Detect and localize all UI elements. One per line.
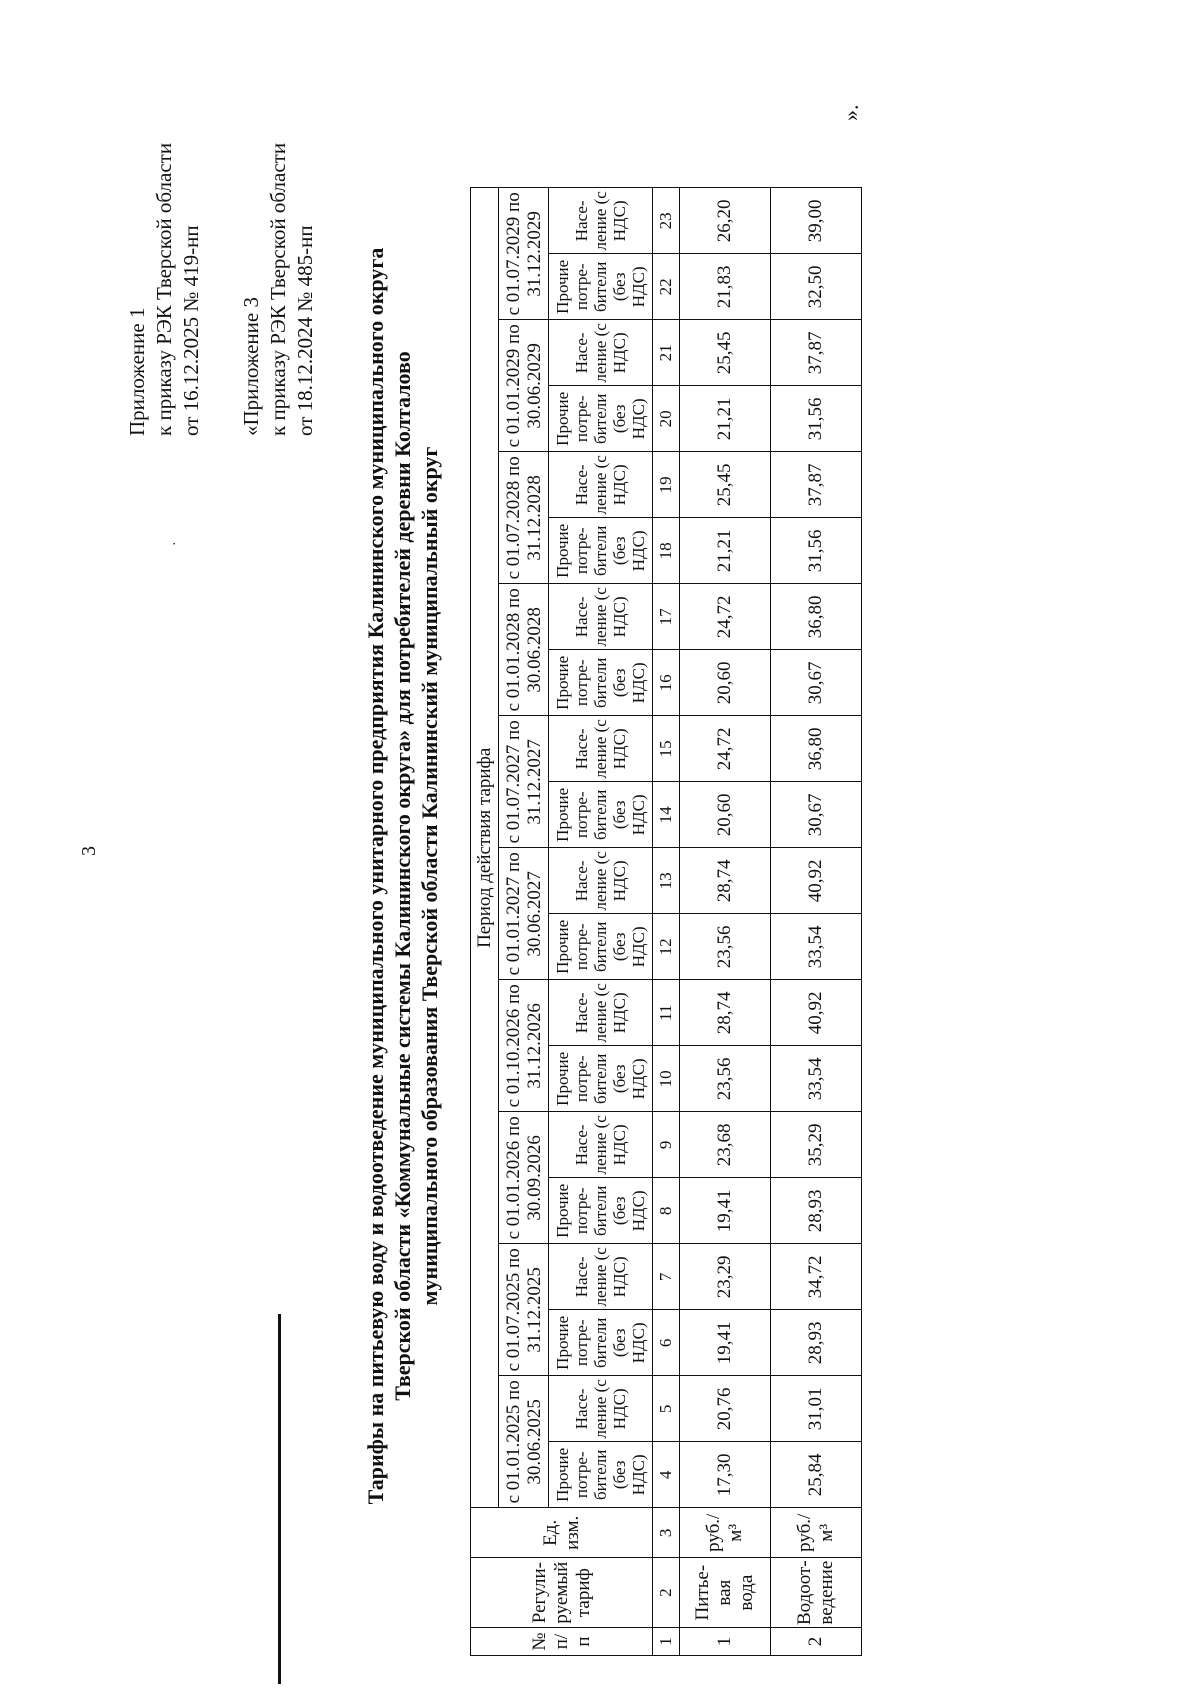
consumer-population-header: Насе-ление (с НДС) [549,1244,653,1310]
consumer-population-header: Насе-ление (с НДС) [549,188,653,254]
tariff-value-cell: 34,72 [771,1244,862,1310]
column-number-cell: 18 [653,518,680,584]
tariff-value-cell: 32,50 [771,254,862,320]
tariff-value-cell: 23,68 [680,1112,771,1178]
tariff-value-cell: 19,41 [680,1310,771,1376]
consumer-other-header: Прочие потре-бители (без НДС) [549,1046,653,1112]
stray-mark: · [168,541,183,546]
column-number-cell: 23 [653,188,680,254]
tariff-value-cell: 28,74 [680,848,771,914]
header-row-dates [499,188,549,1656]
column-number-cell: 15 [653,716,680,782]
period-header-cell: с 01.01.2026 по 30.09.2026 [499,1112,549,1244]
consumer-other-header: Прочие потре-бители (без НДС) [549,650,653,716]
tariff-value-cell: 33,54 [771,914,862,980]
column-number-cell: 4 [653,1442,680,1508]
appendix-3-line: к приказу РЭК Тверской области [266,142,290,436]
column-number-cell: 21 [653,320,680,386]
row-number-cell: 1 [680,1628,771,1656]
tariff-value-cell: 25,45 [680,320,771,386]
column-number-cell: 8 [653,1178,680,1244]
tariff-table [470,187,862,1656]
consumer-other-header: Прочие потре-бители (без НДС) [549,782,653,848]
title-line: Тарифы на питьевую воду и водоотведение муниципального унитарного предприятия Калининского муниципального округа [363,247,388,1505]
tariff-value-cell: 23,56 [680,1046,771,1112]
tariff-value-cell: 26,20 [680,188,771,254]
title-line: муниципального образования Тверской области Калининский муниципальный округ [417,446,442,1306]
tariff-value-cell: 36,80 [771,716,862,782]
column-number-cell: 7 [653,1244,680,1310]
tariff-value-cell: 23,29 [680,1244,771,1310]
consumer-population-header: Насе-ление (с НДС) [549,320,653,386]
column-number-cell: 22 [653,254,680,320]
consumer-other-header: Прочие потре-бители (без НДС) [549,1310,653,1376]
tariff-value-cell: 19,41 [680,1178,771,1244]
column-number-cell: 19 [653,452,680,518]
tariff-value-cell: 31,01 [771,1376,862,1442]
column-number-row [653,188,680,1656]
tariff-value-cell: 31,56 [771,518,862,584]
consumer-population-header: Насе-ление (с НДС) [549,1376,653,1442]
tariff-value-cell: 37,87 [771,320,862,386]
row-tariff-name-cell: Водоот-ведение [771,1558,862,1628]
tariff-value-cell: 23,56 [680,914,771,980]
tariff-value-cell: 24,72 [680,584,771,650]
tariff-value-cell: 31,56 [771,386,862,452]
column-number-cell: 11 [653,980,680,1046]
column-number-cell: 13 [653,848,680,914]
column-number-cell: 14 [653,782,680,848]
table-row [680,188,771,1656]
tariff-value-cell: 30,67 [771,782,862,848]
tariff-value-cell: 21,83 [680,254,771,320]
consumer-population-header: Насе-ление (с НДС) [549,1112,653,1178]
period-header-cell: с 01.07.2027 по 31.12.2027 [499,716,549,848]
closing-quote: ». [838,104,863,121]
tariff-value-cell: 40,92 [771,980,862,1046]
row-unit-cell: руб./м³ [771,1508,862,1558]
period-header-cell: с 01.07.2028 по 31.12.2028 [499,452,549,584]
consumer-other-header: Прочие потре-бители (без НДС) [549,254,653,320]
tariff-value-cell: 36,80 [771,584,862,650]
consumer-other-header: Прочие потре-бители (без НДС) [549,1178,653,1244]
header-rule [278,1314,281,1684]
appendix-1-line: Приложение 1 [125,307,149,436]
header-unit: Ед. изм. [471,1508,653,1558]
header-period: Период действия тарифа [471,188,499,1508]
appendix-3-line: от 18.12.2024 № 485-нп [293,225,317,436]
column-number-cell: 5 [653,1376,680,1442]
tariff-value-cell: 28,93 [771,1310,862,1376]
tariff-value-cell: 25,84 [771,1442,862,1508]
consumer-other-header: Прочие потре-бители (без НДС) [549,386,653,452]
consumer-population-header: Насе-ление (с НДС) [549,584,653,650]
row-number-cell: 2 [771,1628,862,1656]
header-tariff: Регули-руемый тариф [471,1558,653,1628]
column-number-cell: 1 [653,1628,680,1656]
period-header-cell: с 01.07.2029 по 31.12.2029 [499,188,549,320]
tariff-value-cell: 20,76 [680,1376,771,1442]
appendix-3-line: «Приложение 3 [239,297,263,436]
page-number: 3 [78,846,100,856]
consumer-other-header: Прочие потре-бители (без НДС) [549,518,653,584]
header-number: № п/п [471,1628,653,1656]
row-tariff-name-cell: Питье-вая вода [680,1558,771,1628]
tariff-value-cell: 28,93 [771,1178,862,1244]
row-unit-cell: руб./м³ [680,1508,771,1558]
column-number-cell: 17 [653,584,680,650]
consumer-population-header: Насе-ление (с НДС) [549,716,653,782]
consumer-other-header: Прочие потре-бители (без НДС) [549,1442,653,1508]
period-header-cell: с 01.01.2029 по 30.06.2029 [499,320,549,452]
tariff-value-cell: 21,21 [680,518,771,584]
column-number-cell: 12 [653,914,680,980]
period-header-cell: с 01.10.2026 по 31.12.2026 [499,980,549,1112]
document-title [362,96,443,1656]
appendix-1-line: к приказу РЭК Тверской области [152,142,176,436]
consumer-population-header: Насе-ление (с НДС) [549,452,653,518]
consumer-population-header: Насе-ление (с НДС) [549,848,653,914]
title-line: Тверской области «Коммунальные системы Калининского округа» для потребителей деревни Колталово [390,351,415,1401]
tariff-value-cell: 25,45 [680,452,771,518]
period-header-cell: с 01.01.2025 по 30.06.2025 [499,1376,549,1508]
column-number-cell: 3 [653,1508,680,1558]
tariff-value-cell: 21,21 [680,386,771,452]
period-header-cell: с 01.01.2027 по 30.06.2027 [499,848,549,980]
tariff-value-cell: 40,92 [771,848,862,914]
tariff-value-cell: 30,67 [771,650,862,716]
header-row-period [471,188,499,1656]
tariff-value-cell: 20,60 [680,650,771,716]
column-number-cell: 2 [653,1558,680,1628]
tariff-value-cell: 33,54 [771,1046,862,1112]
tariff-value-cell: 20,60 [680,782,771,848]
table-row [771,188,862,1656]
column-number-cell: 16 [653,650,680,716]
tariff-value-cell: 39,00 [771,188,862,254]
appendix-1-line: от 16.12.2025 № 419-нп [179,225,203,436]
appendix-1-reference [124,143,205,436]
column-number-cell: 6 [653,1310,680,1376]
tariff-value-cell: 37,87 [771,452,862,518]
period-header-cell: с 01.01.2028 по 30.06.2028 [499,584,549,716]
header-row-consumers [549,188,653,1656]
tariff-value-cell: 24,72 [680,716,771,782]
consumer-population-header: Насе-ление (с НДС) [549,980,653,1046]
appendix-3-reference [238,143,319,436]
tariff-value-cell: 35,29 [771,1112,862,1178]
column-number-cell: 9 [653,1112,680,1178]
period-header-cell: с 01.07.2025 по 31.12.2025 [499,1244,549,1376]
tariff-value-cell: 28,74 [680,980,771,1046]
column-number-cell: 20 [653,386,680,452]
consumer-other-header: Прочие потре-бители (без НДС) [549,914,653,980]
table-body [653,188,862,1656]
column-number-cell: 10 [653,1046,680,1112]
tariff-value-cell: 17,30 [680,1442,771,1508]
